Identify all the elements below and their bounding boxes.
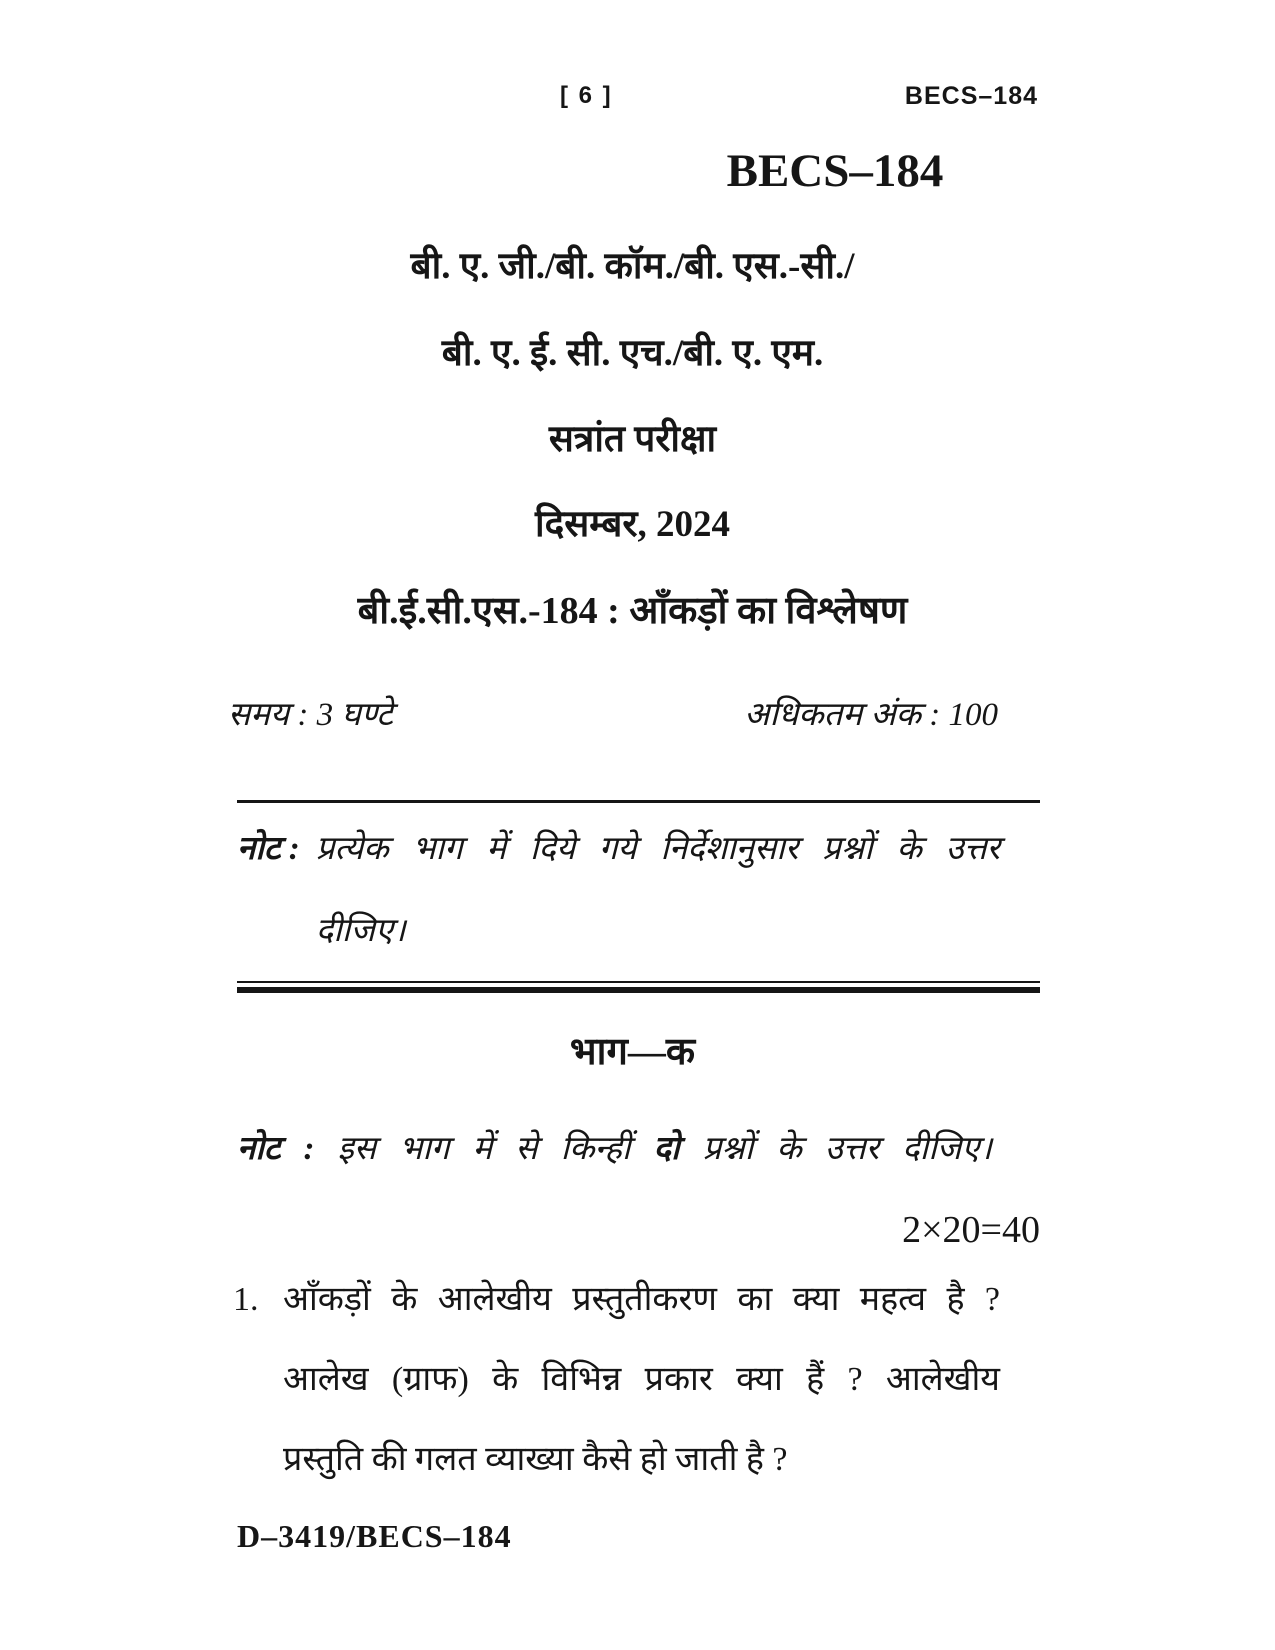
exam-session: दिसम्बर, 2024 [534, 504, 731, 545]
section-note-post: प्रश्नों के उत्तर दीजिए। [702, 1131, 992, 1167]
general-note-line-1: प्रत्येक भाग में दिये गये निर्देशानुसार प्रश्नों के उत्तर [315, 831, 1000, 867]
question-line: आँकड़ों के आलेखीय प्रस्तुतीकरण का क्या महत्व है ? [283, 1281, 1000, 1318]
section-note-label: नोट : [237, 1131, 315, 1167]
paper-code-title: BECS–184 [726, 145, 944, 197]
double-divider-rule [237, 981, 1040, 993]
header-course-code: BECS–184 [904, 82, 1038, 110]
divider-rule [237, 800, 1040, 803]
marks-formula: 2×20=40 [902, 1209, 1040, 1251]
header-page-number: [ 6 ] [560, 82, 613, 109]
subject-title: बी.ई.सी.एस.-184 : आँकड़ों का विश्लेषण [357, 590, 908, 632]
question-text [283, 1276, 1000, 1484]
general-note-line-2: दीजिए। [315, 913, 406, 949]
program-line-1: बी. ए. जी./बी. कॉम./बी. एस.-सी./ [410, 246, 855, 287]
question-line: आलेख (ग्राफ) के विभिन्न प्रकार क्या हैं ? आलेखीय [283, 1361, 1000, 1398]
program-line-2: बी. ए. ई. सी. एच./बी. ए. एम. [441, 333, 824, 374]
question-item-1 [233, 1276, 1000, 1484]
section-heading: भाग—क [569, 1031, 696, 1073]
footer-document-code: D–3419/BECS–184 [237, 1518, 512, 1554]
exam-name: सत्रांत परीक्षा [548, 419, 717, 460]
max-marks: अधिकतम अंक : 100 [744, 697, 998, 733]
question-number: 1. [233, 1281, 259, 1318]
general-note-body [316, 824, 1000, 956]
general-note [237, 824, 1000, 956]
time-allowed: समय : 3 घण्टे [228, 697, 393, 733]
section-note-emphasis: दो [653, 1131, 680, 1167]
section-note [237, 1124, 992, 1174]
general-note-label: नोट : [237, 831, 300, 867]
section-note-pre: इस भाग में से किन्हीं [337, 1131, 654, 1167]
exam-meta-row [228, 690, 998, 735]
question-line: प्रस्तुति की गलत व्याख्या कैसे हो जाती है ? [283, 1441, 788, 1478]
